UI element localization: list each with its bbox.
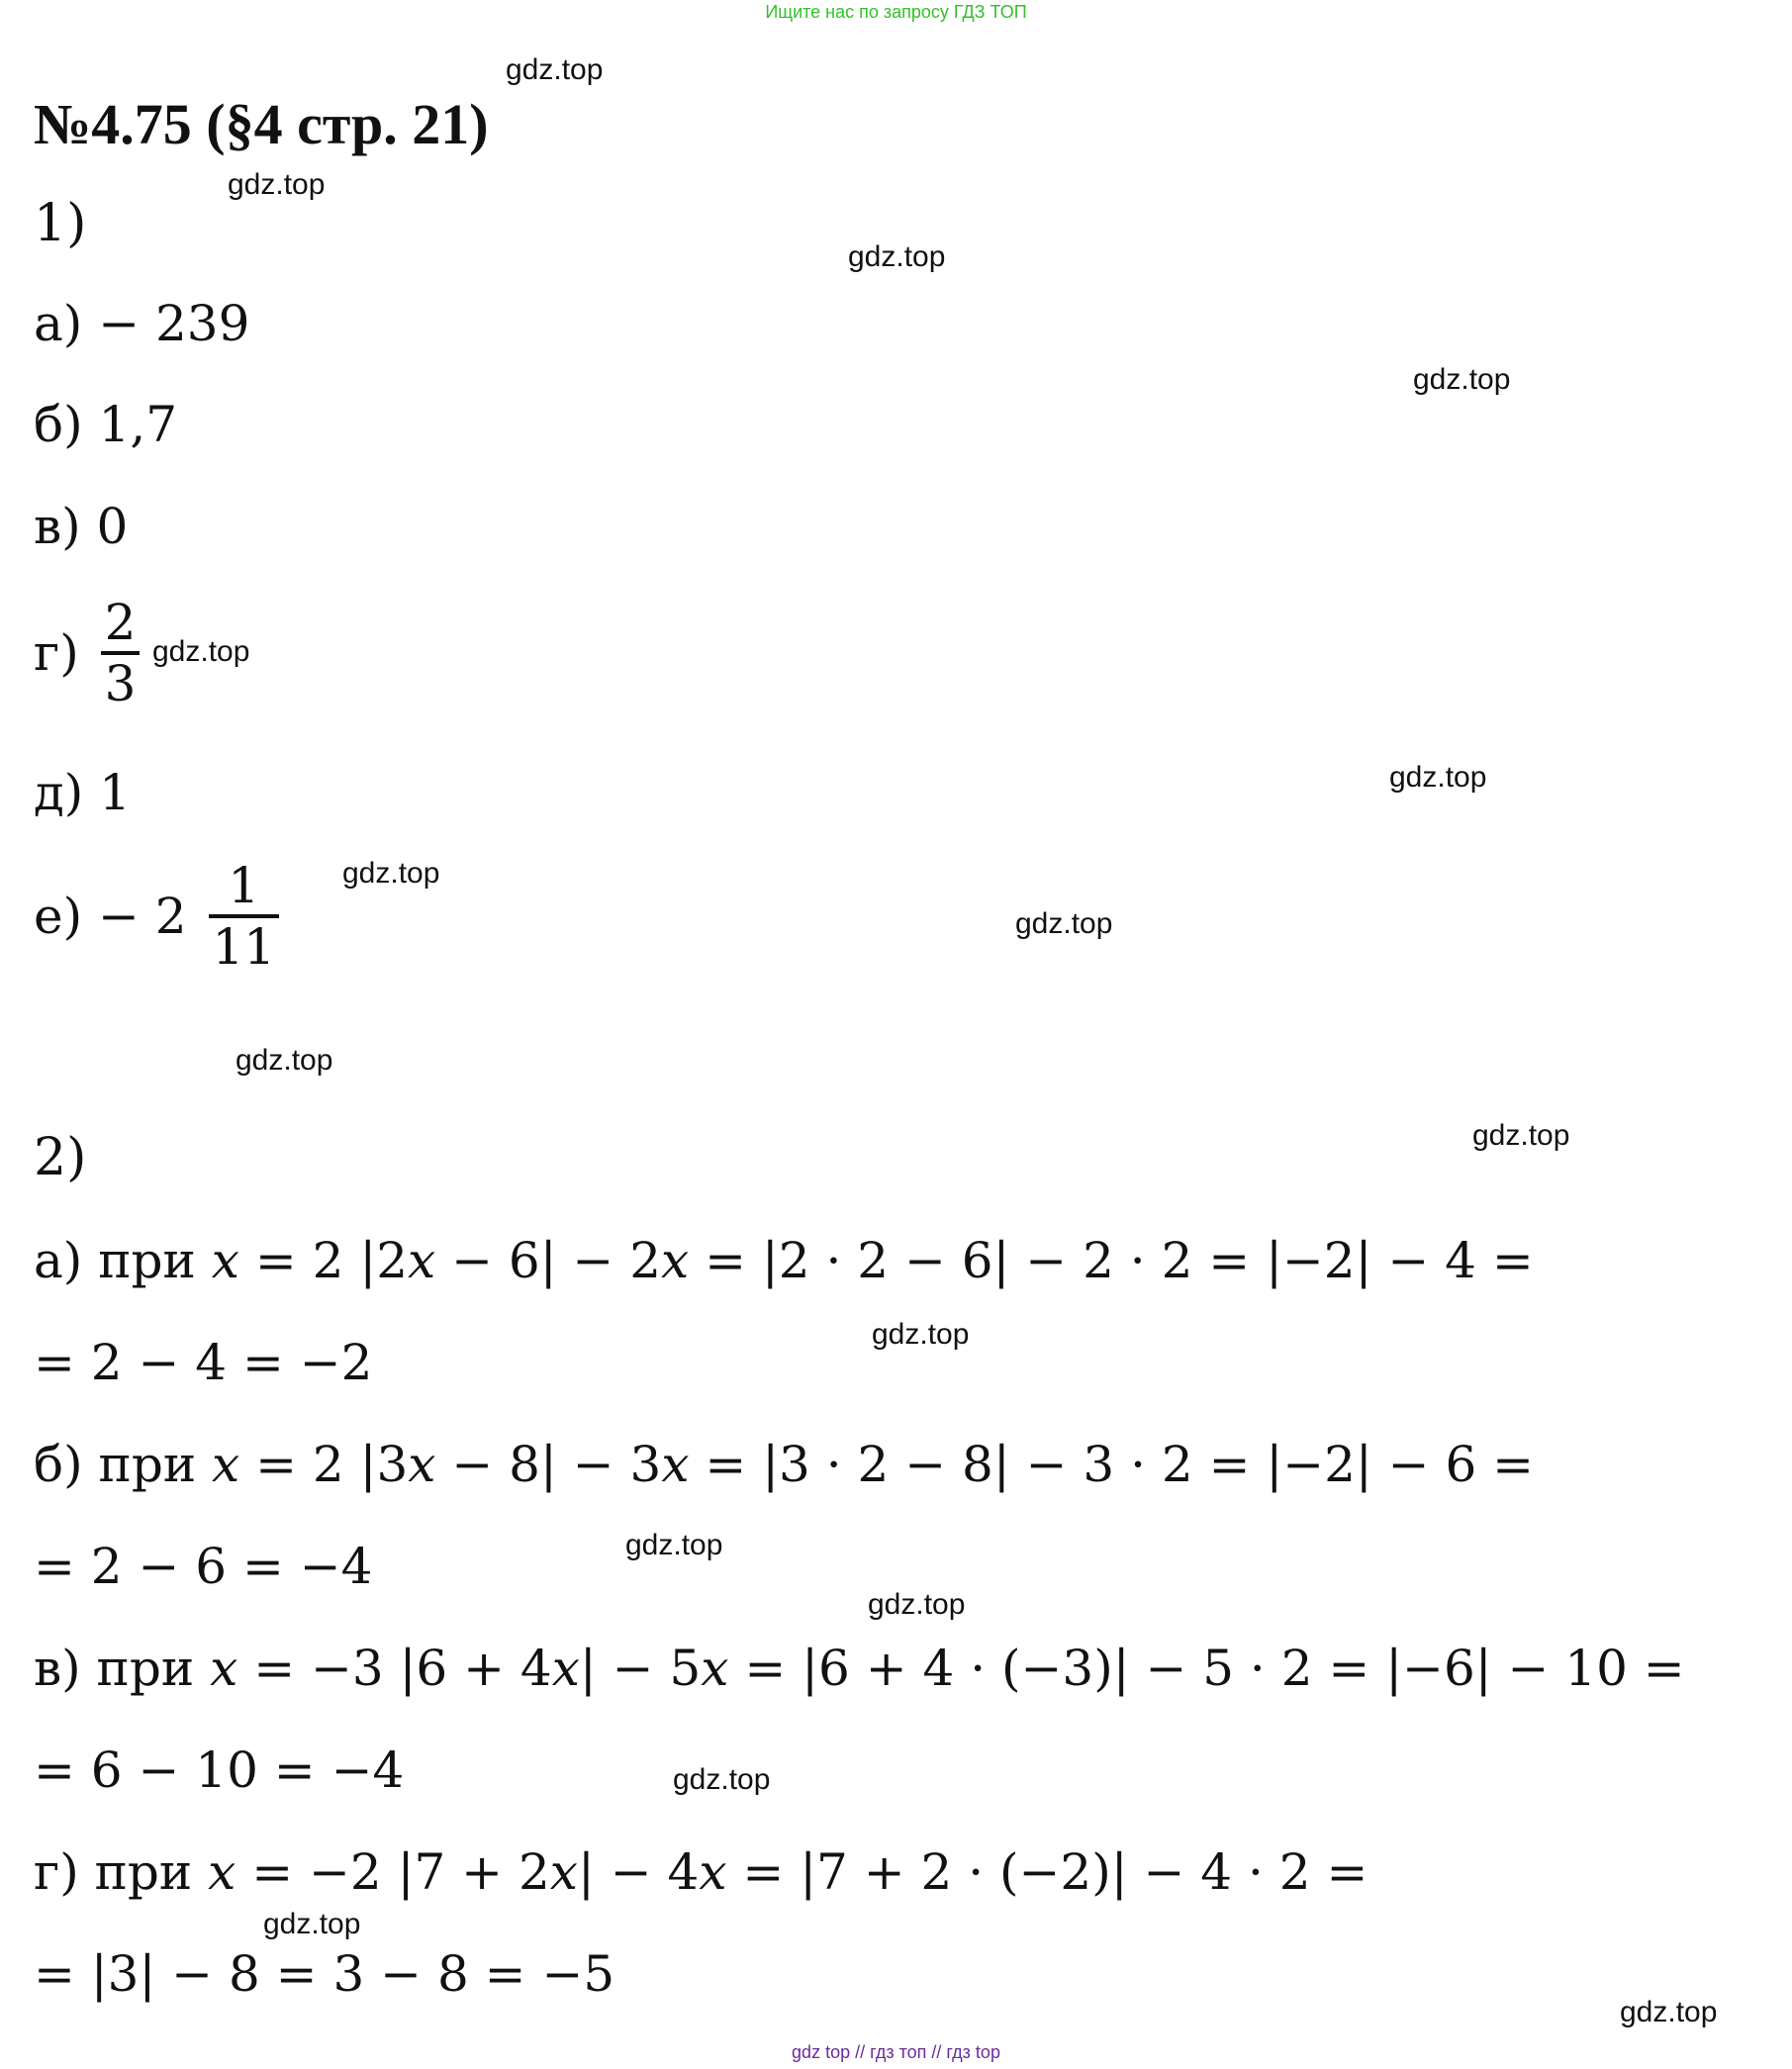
watermark: gdz.top	[868, 1588, 966, 1621]
watermark: gdz.top	[872, 1318, 970, 1351]
answer-1g-prefix: г)	[34, 624, 79, 682]
solution-line: = 6 − 10 = −4	[34, 1741, 405, 1799]
watermark: gdz.top	[1389, 761, 1487, 794]
answer-1g-denominator: 3	[101, 651, 141, 712]
watermark: gdz.top	[342, 857, 440, 890]
watermark: gdz.top	[1620, 1996, 1718, 2028]
answer-1a: а) − 239	[34, 295, 250, 352]
watermark: gdz.top	[506, 53, 604, 86]
watermark: gdz.top	[1472, 1119, 1570, 1152]
answer-1e-numerator: 1	[228, 857, 260, 914]
part-1-label: 1)	[34, 194, 87, 253]
answer-1e-fraction	[209, 857, 280, 976]
watermark: gdz.top	[236, 1044, 333, 1077]
page-title: №4.75 (§4 стр. 21)	[34, 92, 489, 156]
solution-line: = 2 − 6 = −4	[34, 1538, 373, 1595]
answer-1g	[34, 594, 140, 712]
solution-line: = |3| − 8 = 3 − 8 = −5	[34, 1945, 615, 2003]
footer-links: gdz top // гдз топ // гдз top	[792, 2042, 1000, 2062]
search-banner: Ищите нас по запросу ГДЗ ТОП	[765, 2, 1027, 22]
solution-line: г) при 𝑥 = −2 |7 + 2𝑥| − 4𝑥 = |7 + 2 · (−2)| − 4 · 2 =	[34, 1843, 1368, 1901]
watermark: gdz.top	[152, 635, 250, 668]
watermark: gdz.top	[848, 240, 946, 273]
answer-1d: д) 1	[34, 764, 131, 821]
solution-line: = 2 − 4 = −2	[34, 1334, 373, 1391]
watermark: gdz.top	[263, 1908, 361, 1940]
watermark: gdz.top	[673, 1763, 771, 1796]
solution-line: в) при 𝑥 = −3 |6 + 4𝑥| − 5𝑥 = |6 + 4 · (−3)| − 5 · 2 = |−6| − 10 =	[34, 1640, 1685, 1697]
solution-line: б) при 𝑥 = 2 |3𝑥 − 8| − 3𝑥 = |3 · 2 − 8| − 3 · 2 = |−2| − 6 =	[34, 1436, 1535, 1493]
watermark: gdz.top	[1015, 907, 1113, 940]
watermark: gdz.top	[1413, 363, 1511, 396]
answer-1b: б) 1,7	[34, 396, 178, 453]
solution-line: а) при 𝑥 = 2 |2𝑥 − 6| − 2𝑥 = |2 · 2 − 6| − 2 · 2 = |−2| − 4 =	[34, 1232, 1534, 1289]
part-2-label: 2)	[34, 1128, 87, 1187]
answer-1e-denominator: 11	[209, 914, 280, 976]
watermark: gdz.top	[625, 1529, 723, 1561]
answer-1v: в) 0	[34, 498, 129, 555]
answer-1e-prefix: е) − 2	[34, 888, 187, 945]
answer-1g-fraction	[101, 594, 141, 712]
watermark: gdz.top	[228, 168, 326, 201]
answer-1g-numerator: 2	[104, 594, 137, 651]
answer-1e	[34, 857, 279, 976]
